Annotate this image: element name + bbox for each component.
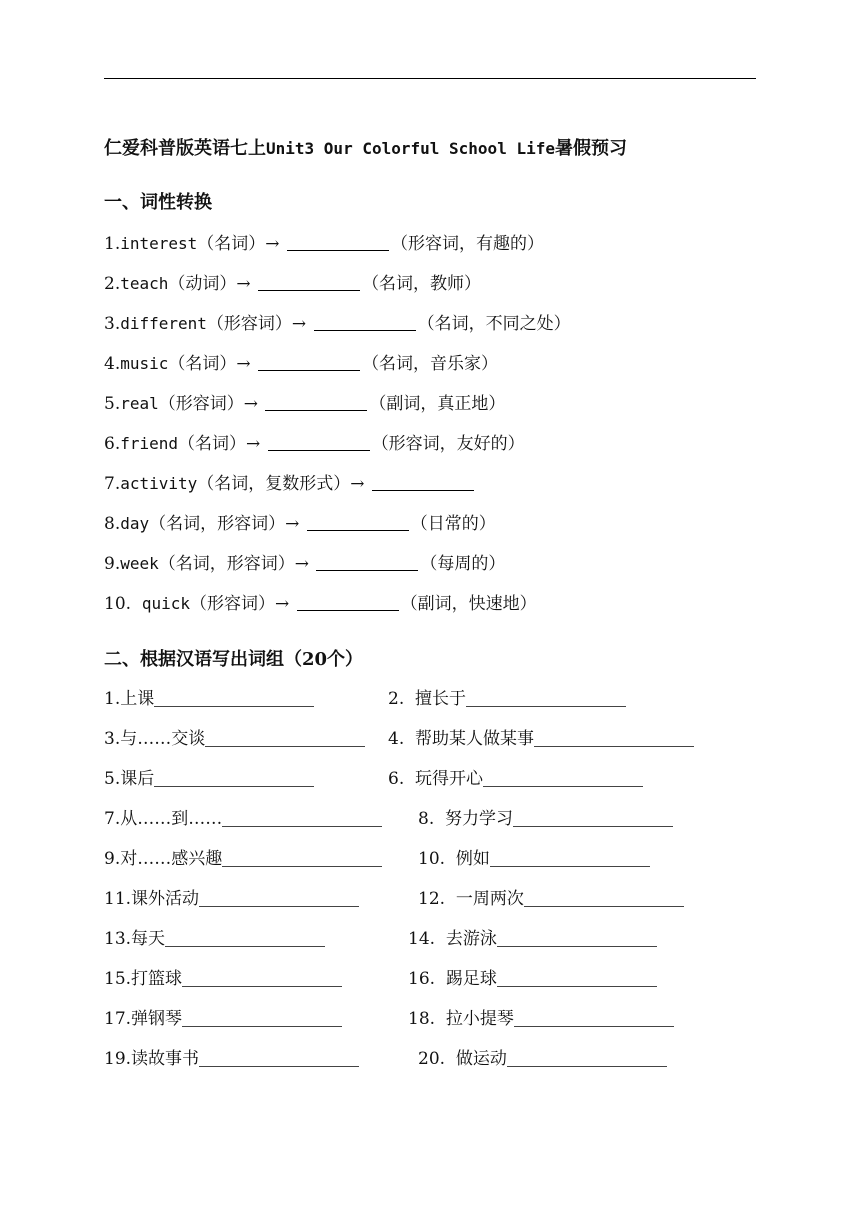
item-hint: （名词）→ — [178, 434, 261, 454]
phrase-item — [388, 684, 626, 709]
answer-line[interactable] — [514, 1025, 674, 1027]
item-number: 2. — [104, 274, 121, 294]
phrase-item — [418, 844, 650, 869]
item-number: 7. — [104, 474, 121, 494]
answer-blank[interactable] — [307, 529, 409, 531]
item-number: 1. — [104, 234, 121, 254]
phrase-label: 4. 帮助某人做某事 — [388, 729, 535, 749]
answer-line[interactable] — [490, 865, 650, 867]
phrase-label: 20. 做运动 — [418, 1049, 507, 1069]
page-title — [104, 134, 627, 160]
phrase-item — [388, 764, 643, 789]
conversion-item — [104, 429, 525, 454]
conversion-item — [104, 549, 505, 574]
item-answer-hint: （名词，不同之处） — [417, 314, 571, 334]
answer-blank[interactable] — [258, 369, 360, 371]
answer-line[interactable] — [524, 905, 684, 907]
item-number: 10. — [104, 594, 142, 614]
answer-line[interactable] — [534, 745, 694, 747]
section1-heading: 一、词性转换 — [104, 192, 212, 213]
answer-blank[interactable] — [316, 569, 418, 571]
answer-line[interactable] — [513, 825, 673, 827]
phrase-label: 13.每天 — [104, 929, 166, 949]
item-answer-hint: （名词，音乐家） — [362, 354, 499, 374]
phrase-item — [104, 964, 342, 989]
answer-line[interactable] — [165, 945, 325, 947]
phrase-item — [104, 684, 314, 709]
conversion-item — [104, 269, 481, 294]
item-word: teach — [120, 274, 169, 293]
item-word: quick — [141, 594, 191, 613]
answer-line[interactable] — [497, 985, 657, 987]
phrase-label: 3.与……交谈 — [104, 729, 206, 749]
phrase-item — [104, 844, 382, 869]
item-word: activity — [120, 474, 198, 493]
phrase-item — [104, 924, 325, 949]
phrase-item — [104, 884, 359, 909]
phrase-label: 17.弹钢琴 — [104, 1009, 183, 1029]
answer-line[interactable] — [182, 1025, 342, 1027]
item-hint: （名词，形容词）→ — [158, 554, 310, 574]
answer-line[interactable] — [222, 825, 382, 827]
phrase-item — [408, 1004, 674, 1029]
conversion-item — [104, 589, 537, 614]
title-suffix: 暑假预习 — [554, 138, 627, 159]
conversion-item — [104, 349, 498, 374]
phrase-item — [418, 1044, 667, 1069]
phrase-label: 2. 擅长于 — [388, 689, 467, 709]
item-word: real — [120, 394, 159, 413]
phrase-item — [408, 924, 657, 949]
item-answer-hint: （每周的） — [420, 554, 506, 574]
item-hint: （名词，形容词）→ — [149, 514, 300, 534]
phrase-item — [104, 1004, 342, 1029]
phrase-item — [104, 1044, 359, 1069]
item-number: 4. — [104, 354, 121, 374]
phrase-item — [418, 884, 684, 909]
item-word: music — [120, 354, 169, 373]
answer-blank[interactable] — [314, 329, 416, 331]
phrase-label: 9.对……感兴趣 — [104, 849, 223, 869]
item-answer-hint: （副词，真正地） — [369, 394, 506, 414]
conversion-item — [104, 509, 496, 534]
phrase-label: 19.读故事书 — [104, 1049, 200, 1069]
item-word: different — [120, 314, 207, 333]
phrase-item — [104, 724, 365, 749]
item-hint: （形容词）→ — [190, 594, 290, 614]
answer-line[interactable] — [497, 945, 657, 947]
item-answer-hint: （名词，教师） — [362, 274, 482, 294]
phrase-label: 5.课后 — [104, 769, 155, 789]
item-answer-hint: （形容词，有趣的） — [390, 234, 544, 254]
title-prefix: 仁爱科普版英语七上 — [104, 138, 266, 159]
phrase-label: 10. 例如 — [418, 849, 490, 869]
phrase-label: 8. 努力学习 — [418, 809, 514, 829]
header-rule — [104, 78, 756, 79]
item-number: 9. — [104, 554, 121, 574]
answer-blank[interactable] — [372, 489, 474, 491]
section2-heading: 二、根据汉语写出词组（20个） — [104, 649, 364, 670]
phrase-label: 14. 去游泳 — [408, 929, 497, 949]
phrase-label: 1.上课 — [104, 689, 155, 709]
answer-blank[interactable] — [258, 289, 360, 291]
item-answer-hint: （日常的） — [410, 514, 496, 534]
phrase-item — [104, 804, 382, 829]
item-number: 5. — [104, 394, 121, 414]
item-number: 8. — [104, 514, 121, 534]
phrase-label: 18. 拉小提琴 — [408, 1009, 514, 1029]
phrase-label: 11.课外活动 — [104, 889, 200, 909]
answer-line[interactable] — [222, 865, 382, 867]
item-hint: （形容词）→ — [158, 394, 259, 414]
item-word: interest — [120, 234, 198, 253]
item-answer-hint: （形容词，友好的） — [371, 434, 525, 454]
phrase-item — [408, 964, 657, 989]
phrase-item — [418, 804, 673, 829]
item-answer-hint: （副词，快速地） — [400, 594, 537, 614]
phrase-label: 16. 踢足球 — [408, 969, 497, 989]
phrase-item — [104, 764, 314, 789]
answer-line[interactable] — [483, 785, 643, 787]
answer-blank[interactable] — [297, 609, 399, 611]
conversion-item — [104, 229, 544, 254]
answer-line[interactable] — [154, 705, 314, 707]
title-english: Unit3 Our Colorful School Life — [266, 139, 555, 158]
conversion-item — [104, 389, 505, 414]
answer-blank[interactable] — [265, 409, 367, 411]
phrase-label: 6. 玩得开心 — [388, 769, 484, 789]
item-hint: （形容词）→ — [206, 314, 307, 334]
conversion-item — [104, 309, 571, 334]
item-word: week — [120, 554, 159, 573]
answer-line[interactable] — [182, 985, 342, 987]
phrase-label: 12. 一周两次 — [418, 889, 524, 909]
answer-blank[interactable] — [268, 449, 370, 451]
item-word: friend — [120, 434, 179, 453]
item-number: 6. — [104, 434, 121, 454]
item-hint: （名词）→ — [197, 234, 280, 254]
conversion-item — [104, 469, 476, 494]
answer-line[interactable] — [199, 905, 359, 907]
answer-line[interactable] — [199, 1065, 359, 1067]
item-number: 3. — [104, 314, 121, 334]
phrase-item — [388, 724, 694, 749]
answer-blank[interactable] — [287, 249, 389, 251]
answer-line[interactable] — [154, 785, 314, 787]
item-hint: （动词）→ — [168, 274, 251, 294]
item-hint: （名词）→ — [168, 354, 251, 374]
item-hint: （名词，复数形式）→ — [197, 474, 365, 494]
phrase-label: 7.从……到…… — [104, 809, 223, 829]
answer-line[interactable] — [466, 705, 626, 707]
answer-line[interactable] — [507, 1065, 667, 1067]
item-word: day — [120, 514, 150, 533]
answer-line[interactable] — [205, 745, 365, 747]
phrase-label: 15.打篮球 — [104, 969, 183, 989]
